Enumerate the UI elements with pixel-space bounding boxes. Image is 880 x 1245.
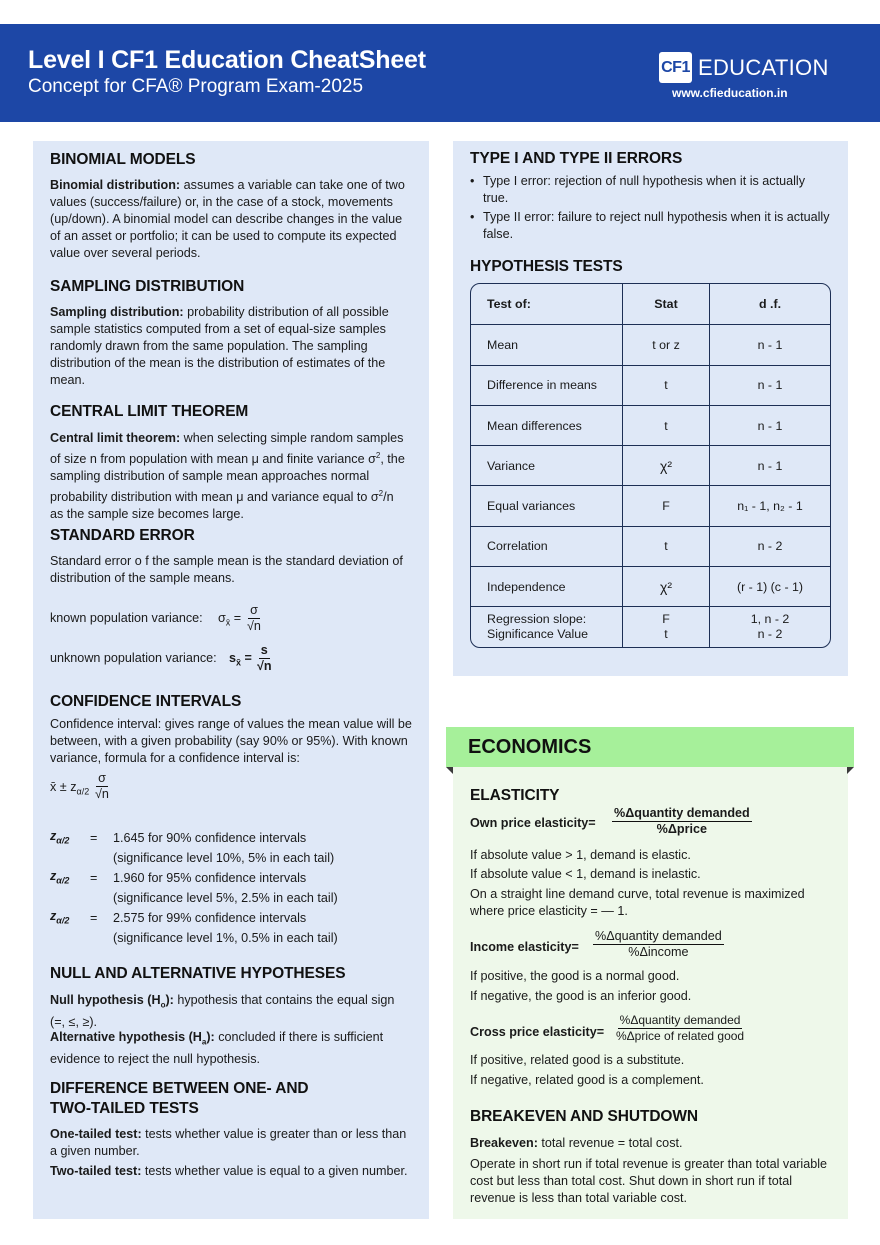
banner-fold-left [446,767,453,774]
ci-eq-3: = [90,911,98,925]
table-row [471,606,830,646]
known-variance-fraction: $\frac{\sigma}{√n}$ [247,603,261,633]
page-header [0,24,880,122]
table-cell-stat: χ² [623,567,710,606]
two-tailed-text: Two-tailed test: tests whether value is equal to a given number. [50,1164,408,1178]
table-cell-test: Mean [471,325,623,364]
website-link[interactable]: www.cfieducation.in [672,86,788,100]
economics-banner-title: ECONOMICS [468,736,592,758]
table-cell-stat: F [623,486,710,525]
cross-line-1: If positive, related good is a substitute. [470,1053,685,1067]
income-line-1: If positive, the good is a normal good. [470,969,680,983]
ci-text: Confidence interval: gives range of values the mean value will be between, with a given probability (say 90% or 95%). With known variance, formula for a confidence interval is: [50,717,412,765]
table-cell-stat: t [623,366,710,405]
table-cell-stat: t or z [623,325,710,364]
ci-eq-2: = [90,871,98,885]
table-cell-test: Independence [471,567,623,606]
z-label-1: $z_{\alpha/2}$ [50,829,70,846]
table-cell-df: n - 1 [757,378,783,393]
tails-heading-line2: TWO-TAILED TESTS [50,1100,199,1117]
table-row [471,324,830,364]
table-cell-test: Regression slope: Significance Value [471,607,623,646]
logo-text: EDUCATION [698,54,829,80]
ci-formula-lhs: x̄ ± $z_{\alpha/2}$ [50,780,90,797]
table-row [471,405,830,445]
own-line-3: On a straight line demand curve, total revenue is maximized [470,887,805,901]
clt-text: Central limit theorem: when selecting simple random samples of size n from population with mean μ and finite variance $\sigma^2$, the sampling distribution of sample mean approaches normal probability distribution with mean μ and variance equal to $\sigma^2/n$ as the sample size becomes large. [50,431,405,522]
binomial-heading: BINOMIAL MODELS [50,151,196,168]
clt-heading: CENTRAL LIMIT THEOREM [50,403,249,420]
table-row [471,365,830,405]
cross-price-elasticity-label: Cross price elasticity= [470,1025,605,1039]
ci-formula-fraction: $\frac{\sigma}{√n}$ [95,771,109,801]
table-row [471,526,830,566]
table-cell-df: n - 1 [757,418,783,433]
ci-row-1-line2: (significance level 10%, 5% in each tail) [113,851,335,865]
unknown-variance-label: unknown population variance: [50,651,217,665]
banner-fold-right [847,767,854,774]
table-row [471,485,830,525]
known-variance-lhs: $\sigma_{x̄}$ = [218,611,242,628]
z-label-3: $z_{\alpha/2}$ [50,909,70,926]
ci-row-3-line2: (significance level 1%, 0.5% in each tail) [113,931,338,945]
own-line-1: If absolute value > 1, demand is elastic. [470,848,691,862]
table-cell-stat: t [623,406,710,445]
alt-hypothesis-text: Alternative hypothesis $(H_a)$: concluded if there is sufficient evidence to reject the null hypothesis. [50,1030,384,1066]
own-price-elasticity-fraction: %Δquantity demanded %Δprice [614,806,750,836]
table-header-stat: Stat [623,284,710,324]
errors-heading: TYPE I AND TYPE II ERRORS [470,150,683,167]
table-cell-stat: F t [623,607,710,646]
table-row [471,566,830,606]
table-cell-test: Equal variances [471,486,623,525]
table-header-df: d .f. [758,297,782,312]
breakeven-heading: BREAKEVEN AND SHUTDOWN [470,1108,699,1125]
stderr-text: Standard error o f the sample mean is the standard deviation of distribution of the sample means. [50,554,403,585]
table-header-row [471,284,830,324]
table-cell-stat: χ² [623,446,710,485]
page-title: Level I CF1 Education CheatSheet [28,46,426,74]
known-variance-label: known population variance: [50,611,203,625]
own-line-2: If absolute value < 1, demand is inelastic. [470,867,701,881]
logo-mark-icon: CF1 [659,52,692,83]
table-cell-test: Difference in means [471,366,623,405]
table-cell-df: n₁ - 1, n₂ - 1 [737,499,803,514]
unknown-variance-fraction: $\frac{s}{√n}$ [257,643,272,673]
z-label-2: $z_{\alpha/2}$ [50,869,70,886]
brand-logo [659,52,829,83]
elasticity-heading: ELASTICITY [470,787,560,804]
one-tailed-text: One-tailed test: tests whether value is greater than or less than a given number. [50,1127,407,1158]
income-elasticity-fraction: %Δquantity demanded %Δincome [595,929,722,959]
unknown-variance-lhs: $s_{x̄}$ = [229,651,252,668]
table-header-test: Test of: [471,284,623,324]
page-subtitle: Concept for CFA® Program Exam-2025 [28,76,364,97]
hypotheses-heading: NULL AND ALTERNATIVE HYPOTHESES [50,965,346,982]
ci-eq-1: = [90,831,98,845]
table-cell-test: Variance [471,446,623,485]
null-hypothesis-text: Null hypothesis $(H_o)$: hypothesis that contains the equal sign (=, ≤, ≥). [50,993,395,1029]
own-price-elasticity-label: Own price elasticity= [470,816,596,830]
table-cell-df: n - 1 [757,337,783,352]
table-cell-test: Mean differences [471,406,623,445]
table-cell-df: (r - 1) (c - 1) [736,579,804,594]
sampling-text: Sampling distribution: probability distribution of all possible sample statistics computed from a set of equal-size samples randomly drawn from the same population. The sampling distribution of the mean is the distribution of estimates of the mean. [50,305,389,387]
table-cell-df: n - 2 [757,539,783,554]
table-cell-test: Correlation [471,527,623,566]
sampling-heading: SAMPLING DISTRIBUTION [50,278,245,295]
ci-heading: CONFIDENCE INTERVALS [50,693,242,710]
hypothesis-tests-table [470,283,831,648]
table-cell-df: n - 1 [757,458,783,473]
ci-row-1-line1: 1.645 for 90% confidence intervals [113,831,307,845]
type-two-error-bullet: • Type II error: failure to reject null hypothesis when it is actually false. [470,209,832,243]
binomial-text: Binomial distribution: assumes a variable can take one of two values (success/failure) or, in the case of a stock, movements (up/down). A binomial model can describe changes in the value of an asset or portfolio; it can be used to compute its expected value over several periods. [50,178,405,260]
cross-price-elasticity-fraction: %Δquantity demanded %Δprice of related good [616,1013,745,1043]
own-line-4: where price elasticity = — 1. [470,904,628,918]
ci-row-2-line1: 1.960 for 95% confidence intervals [113,871,307,885]
ci-row-3-line1: 2.575 for 99% confidence intervals [113,911,307,925]
type-one-error-bullet: • Type I error: rejection of null hypothesis when it is actually true. [470,173,832,207]
table-row [471,445,830,485]
stderr-heading: STANDARD ERROR [50,527,195,544]
tails-heading-line1: DIFFERENCE BETWEEN ONE- AND [50,1080,309,1097]
economics-banner [446,727,854,767]
income-elasticity-label: Income elasticity= [470,940,579,954]
table-cell-stat: t [623,527,710,566]
tests-heading: HYPOTHESIS TESTS [470,258,623,275]
income-line-2: If negative, the good is an inferior good. [470,989,692,1003]
ci-row-2-line2: (significance level 5%, 2.5% in each tail) [113,891,338,905]
shutdown-text: Operate in short run if total revenue is greater than total variable cost but less than total cost. Shut down in short run if total revenue is less than total variable cost. [470,1157,828,1205]
cross-line-2: If negative, related good is a complement. [470,1073,704,1087]
table-cell-df: 1, n - 2 n - 2 [750,612,790,642]
breakeven-text: Breakeven: total revenue = total cost. [470,1136,683,1150]
